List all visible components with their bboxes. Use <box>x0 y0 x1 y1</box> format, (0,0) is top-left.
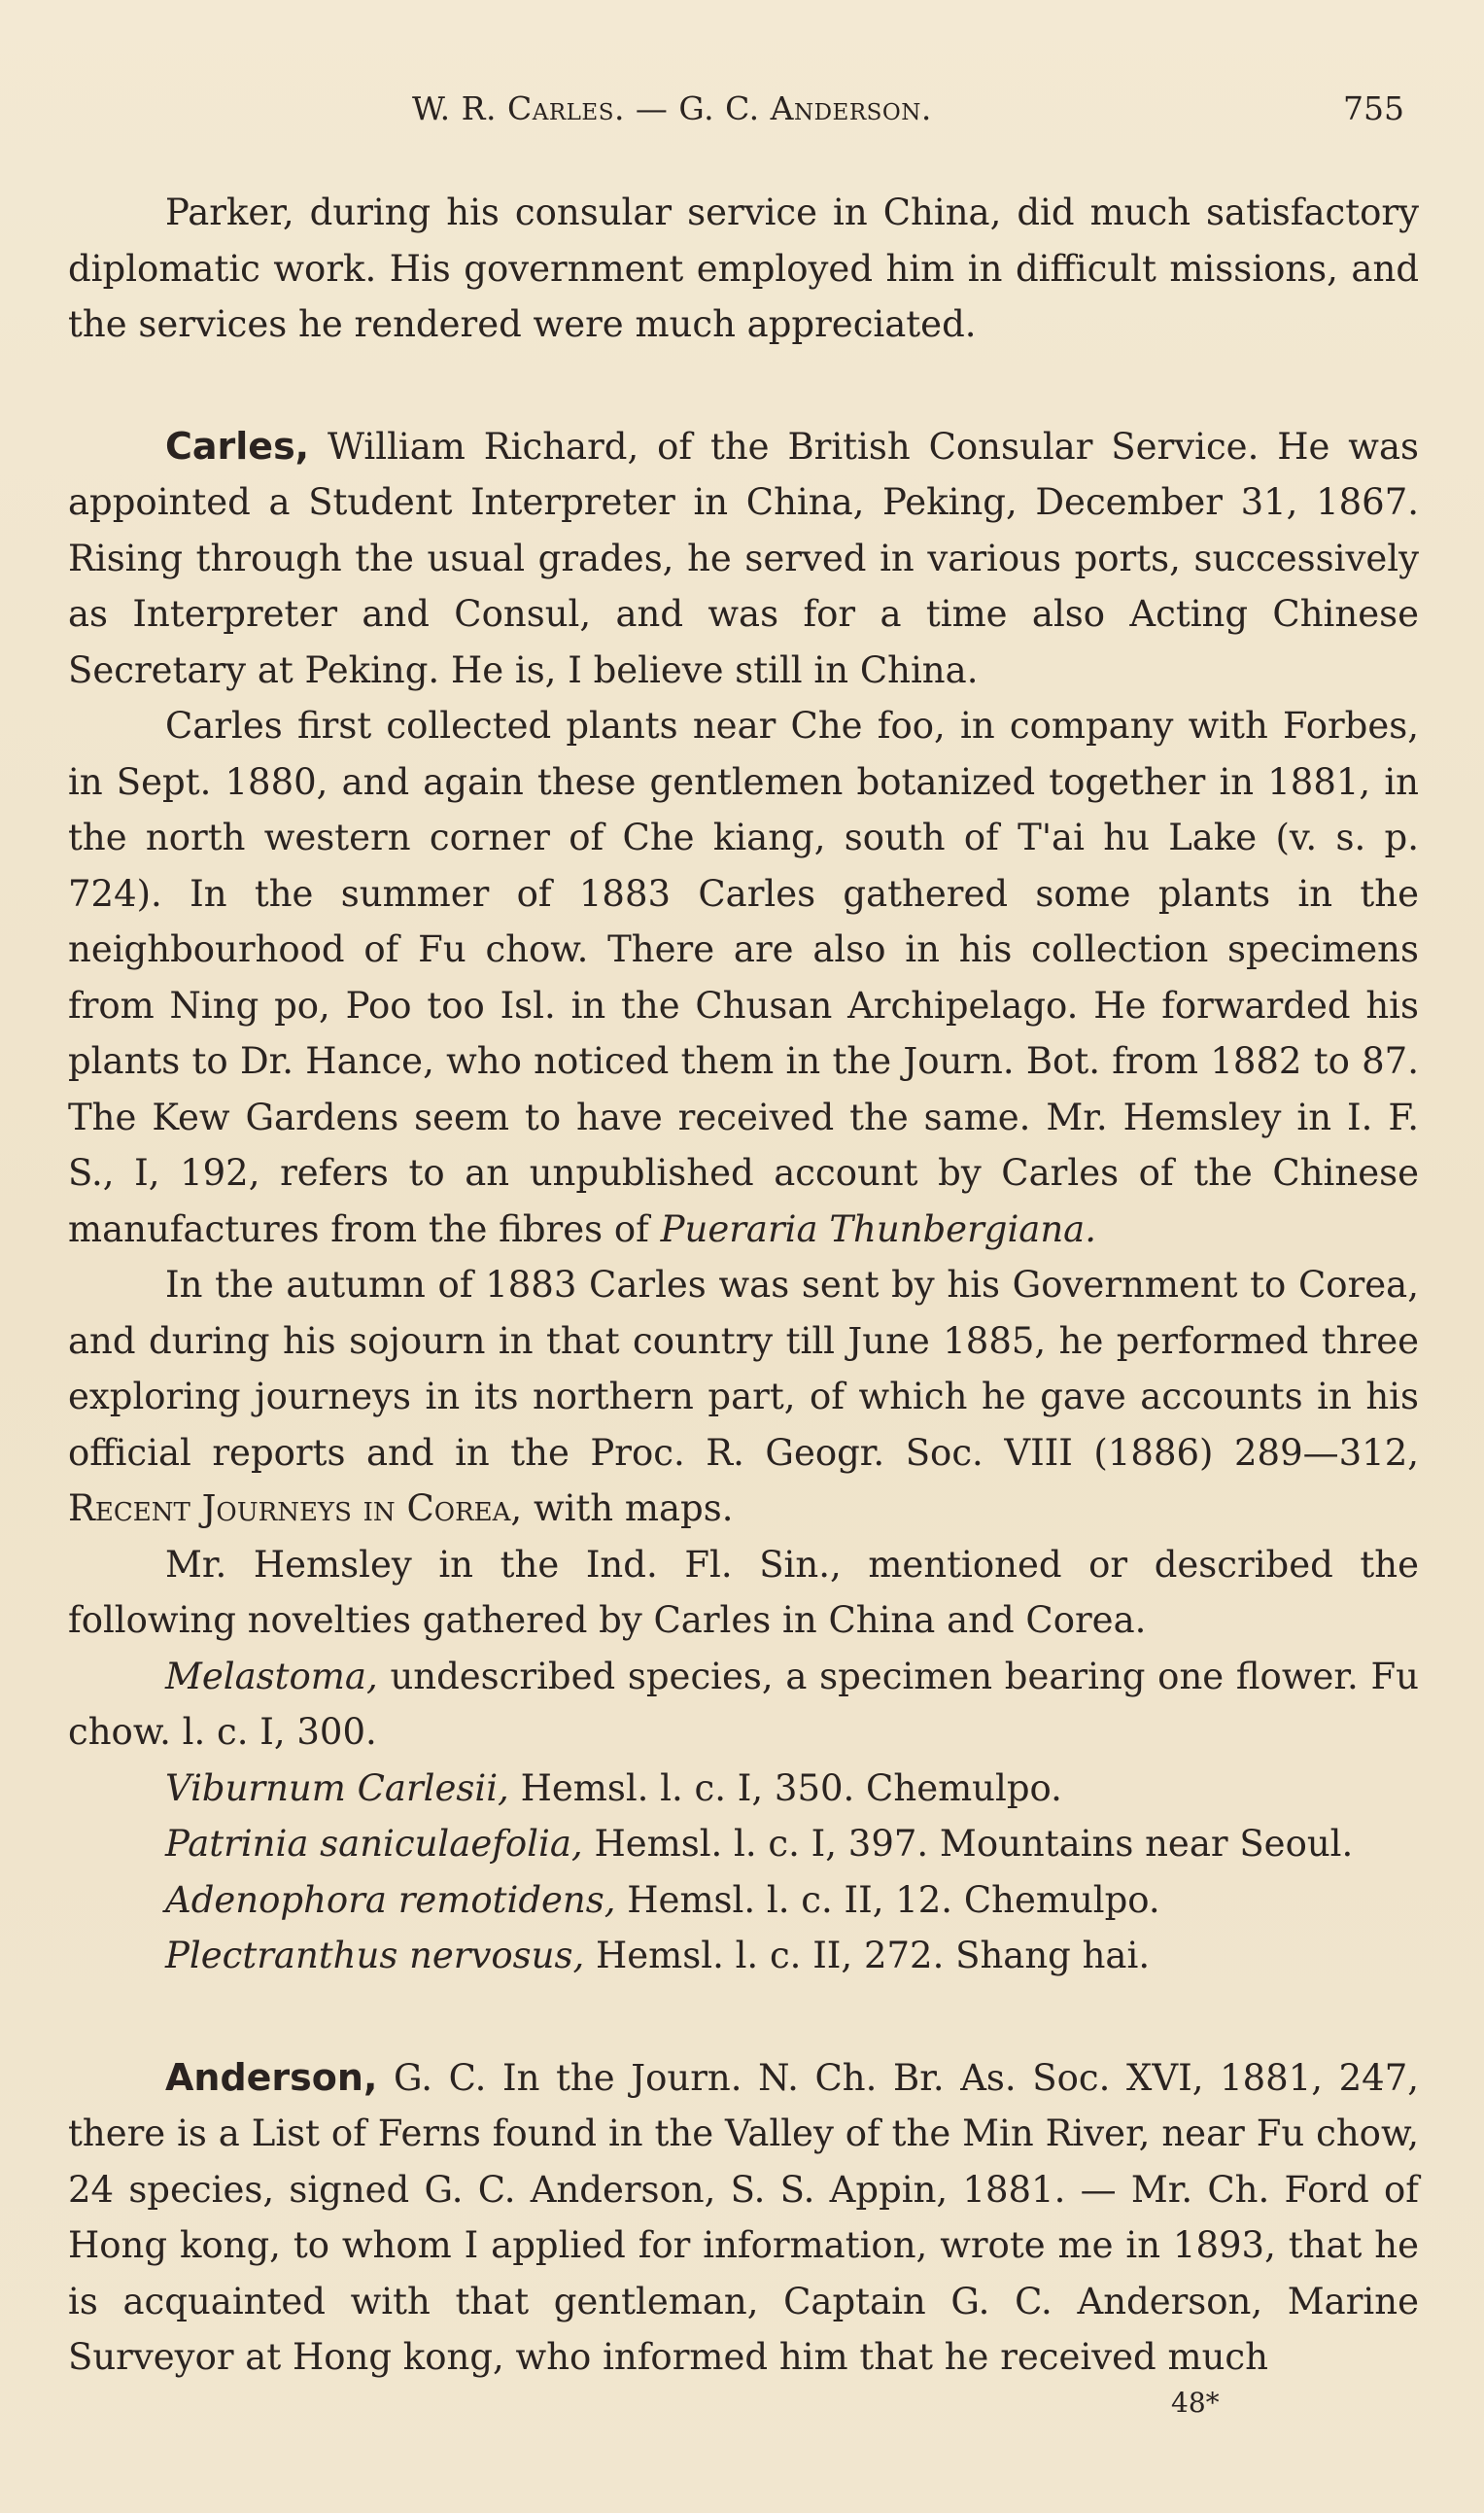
species-name: Viburnum Carlesii, <box>165 1766 509 1809</box>
signature-mark: 48* <box>1171 2387 1220 2419</box>
species-details: Hemsl. l. c. II, 12. Chemulpo. <box>627 1878 1160 1921</box>
species-details: undescribed species, a specimen bearing one flower. Fu chow. l. c. I, 300. <box>68 1655 1419 1753</box>
running-head: W. R. Carles. — G. C. Anderson. <box>412 89 932 127</box>
hemsley-paragraph: Mr. Hemsley in the Ind. Fl. Sin., mentioned or described the following novelties gathered by Carles in China and Corea. <box>68 1543 1419 1641</box>
carles-corea-paragraph <box>68 1257 1419 1537</box>
species-name: Plectranthus nervosus, <box>165 1935 585 1976</box>
species-details: Hemsl. l. c. I, 350. Chemulpo. <box>520 1766 1062 1809</box>
anderson-text: G. C. In the Journ. N. Ch. Br. As. Soc. XVI, 1881, 247, there is a List of Ferns found in the Valley of the Min River, near Fu chow, 24 species, signed G. C. Anderson, S. S. Appin, 1881. — Mr. Ch. Ford of Hong kong, to whom I applied for information, wrote me in 1893, that he is acquainted with that gentleman, Captain G. C. Anderson, Marine Surveyor at Hong kong, who informed him that he received much <box>68 2056 1419 2378</box>
species-item <box>68 1761 1419 1817</box>
species-item <box>68 1649 1419 1761</box>
species-name: Melastoma, <box>165 1655 378 1697</box>
species-item <box>68 1816 1419 1872</box>
entry-name-carles: Carles, <box>165 424 310 468</box>
page-number: 755 <box>1343 89 1404 127</box>
carles-corea-text: In the autumn of 1883 Carles was sent by his Government to Corea, and during his sojourn in that country till June 1885, he performed three exploring journeys in its northern part, of which he gave accounts in his official reports and in the Proc. R. Geogr. Soc. VIII (1886) 289—312, <box>68 1264 1419 1474</box>
species-name: Adenophora remotidens, <box>165 1878 616 1921</box>
page-body <box>68 185 1419 2386</box>
species-details: Hemsl. l. c. II, 272. Shang hai. <box>596 1935 1151 1976</box>
species-details: Hemsl. l. c. I, 397. Mountains near Seoul. <box>594 1823 1354 1865</box>
parker-paragraph: Parker, during his consular service in China, did much satisfactory diplomatic work. His government employed him in difficult missions, and the services he rendered were much appreciated. <box>68 192 1419 345</box>
species-item <box>68 1928 1419 1984</box>
entry-name-anderson: Anderson, <box>165 2055 378 2099</box>
species-item <box>68 1872 1419 1929</box>
carles-collections-text: Carles first collected plants near Che foo, in company with Forbes, in Sept. 1880, and again these gentlemen botanized together in 1881, in the north western corner of Che kiang, south of T'ai hu Lake (v. s. p. 724). In the summer of 1883 Carles gathered some plants in the neighbourhood of Fu chow. There are also in his collection specimens from Ning po, Poo too Isl. in the Chusan Archipelago. He forwarded his plants to Dr. Hance, who noticed them in the Journ. Bot. from 1882 to 87. The Kew Gardens seem to have received the same. Mr. Hemsley in I. F. S., I, 192, refers to an unpublished account by Carles of the Chinese manufactures from the fibres of <box>68 705 1419 1250</box>
page-header <box>0 89 1484 144</box>
publication-title: Recent Journeys in Corea, <box>68 1487 523 1529</box>
anderson-entry <box>68 2050 1419 2386</box>
carles-collections-paragraph <box>68 698 1419 1257</box>
species-pueraria: Pueraria Thunbergiana. <box>660 1207 1096 1250</box>
carles-biography: William Richard, of the British Consular Service. He was appointed a Student Interpreter in China, Peking, December 31, 1867. Rising through the usual grades, he served in various ports, successively as Interpreter and Consul, and was for a time also Acting Chinese Secretary at Peking. He is, I believe still in China. <box>68 425 1420 691</box>
carles-entry-intro <box>68 419 1419 699</box>
carles-corea-end: with maps. <box>533 1487 734 1529</box>
species-name: Patrinia saniculaefolia, <box>165 1823 583 1865</box>
